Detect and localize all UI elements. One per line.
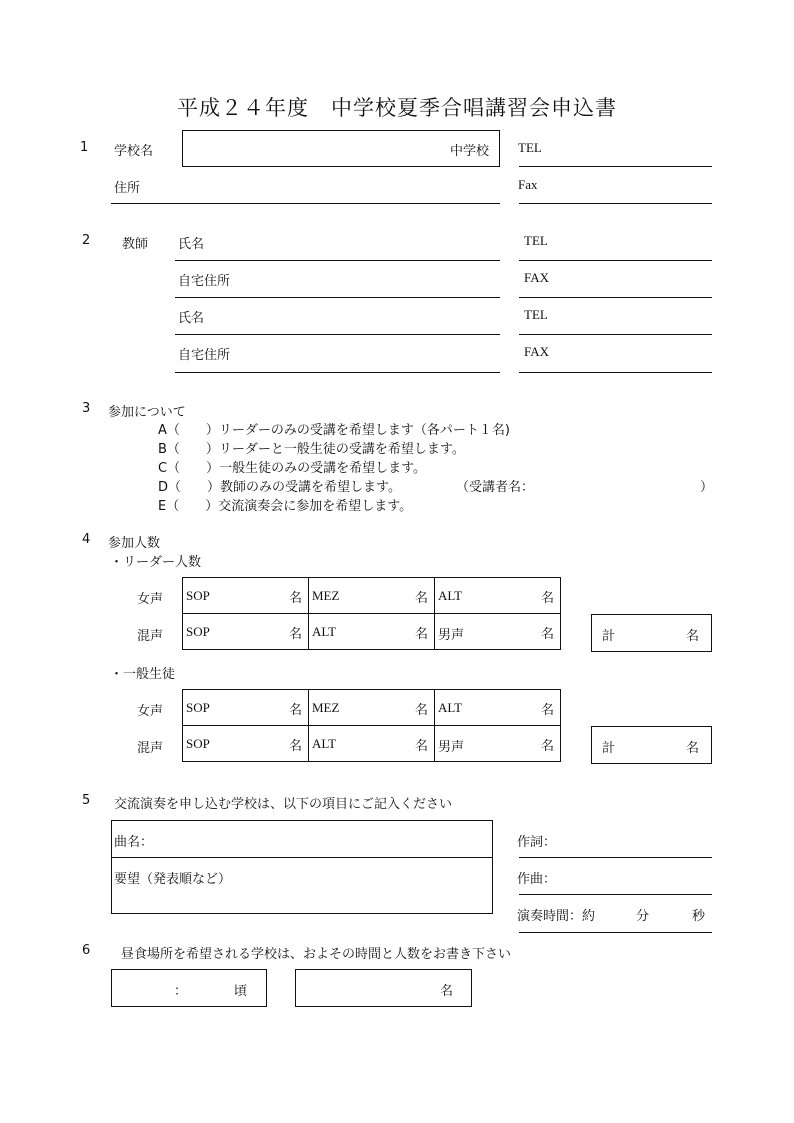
teacher1-address-label: 自宅住所 (178, 274, 231, 289)
school-name-field[interactable] (182, 130, 500, 167)
leader-mixed-alt-cell[interactable] (309, 614, 435, 650)
school-name-label: 学校名 (114, 144, 154, 159)
leader-count-table (182, 577, 561, 650)
option-b-text: リーダーと一般生徒の受講を希望します。 (218, 442, 465, 457)
general-mixed-male-cell[interactable] (435, 726, 561, 762)
unit-label: 名 (540, 739, 554, 754)
teacher1-fax-label: FAX (524, 270, 550, 285)
part-label: MEZ (312, 588, 340, 603)
seconds-label: 秒 (692, 909, 706, 924)
unit-label: 名 (540, 591, 554, 606)
leader-mixed-sop-cell[interactable] (183, 614, 309, 650)
part-label: MEZ (312, 700, 340, 715)
general-female-sop-cell[interactable] (183, 690, 309, 726)
duration-line[interactable] (519, 932, 712, 933)
lunch-time-colon: ： (174, 984, 188, 999)
headcount-label: 参加人数 (108, 536, 161, 551)
general-count-table (182, 689, 561, 762)
unit-label: 名 (288, 627, 302, 642)
option-b-checkbox[interactable]: B（ ） (158, 442, 219, 457)
attendee-name-close: ） (700, 480, 714, 495)
option-c-text: 一般生徒のみの受講を希望します。 (219, 461, 427, 476)
unit-label: 名 (414, 739, 428, 754)
unit-label: 名 (540, 627, 554, 642)
teacher1-tel-line[interactable] (519, 260, 712, 261)
general-mixed-alt-cell[interactable] (309, 726, 435, 762)
general-female-alt-cell[interactable] (435, 690, 561, 726)
composer-line[interactable] (519, 894, 712, 895)
part-label: ALT (312, 736, 337, 751)
leader-female-mez-cell[interactable] (309, 578, 435, 614)
section-4-number: 4 (82, 532, 91, 547)
participation-label: 参加について (108, 405, 186, 420)
teacher-label: 教師 (122, 237, 149, 252)
lunch-time-field[interactable] (111, 969, 267, 1007)
general-mixed-label: 混声 (137, 741, 164, 756)
teacher1-tel-label: TEL (524, 233, 548, 248)
section-2-number: 2 (82, 233, 91, 248)
request-label: 要望（発表順など） (114, 872, 232, 887)
school-tel-label: TEL (518, 140, 542, 155)
lunch-people-field[interactable] (295, 969, 472, 1007)
leader-female-alt-cell[interactable] (435, 578, 561, 614)
option-d[interactable] (158, 476, 401, 495)
unit-label: 名 (414, 591, 428, 606)
teacher1-fax-line[interactable] (519, 297, 712, 298)
teacher2-name-label: 氏名 (178, 311, 205, 326)
school-address-label: 住所 (114, 181, 141, 196)
section-3-number: 3 (82, 401, 91, 416)
leader-count-label: ・リーダー人数 (110, 555, 202, 570)
section-6-number: 6 (82, 943, 91, 958)
general-female-label: 女声 (137, 704, 164, 719)
lunch-label: 昼食場所を希望される学校は、およその時間と人数をお書き下さい (121, 947, 512, 962)
table-row (183, 726, 561, 762)
lyricist-label: 作詞： (517, 835, 557, 850)
part-label: SOP (186, 736, 210, 751)
unit-label: 名 (414, 627, 428, 642)
part-label: SOP (186, 588, 210, 603)
unit-label: 名 (288, 739, 302, 754)
unit-label: 名 (288, 591, 302, 606)
part-label: SOP (186, 624, 210, 639)
teacher2-fax-label: FAX (524, 344, 550, 359)
school-address-line[interactable] (111, 203, 500, 204)
part-label: ALT (438, 588, 463, 603)
teacher1-name-line[interactable] (175, 260, 500, 261)
teacher2-tel-label: TEL (524, 307, 548, 322)
leader-mixed-label: 混声 (137, 629, 164, 644)
option-a-checkbox[interactable]: A（ ） (158, 423, 219, 438)
option-e-checkbox[interactable]: E（ ） (158, 499, 219, 514)
performance-label: 交流演奏を申し込む学校は、以下の項目にご記入ください (114, 797, 453, 812)
table-row (183, 690, 561, 726)
general-mixed-sop-cell[interactable] (183, 726, 309, 762)
minutes-label: 分 (636, 909, 650, 924)
unit-label: 名 (540, 703, 554, 718)
option-b[interactable] (158, 438, 465, 457)
teacher2-fax-line[interactable] (519, 372, 712, 373)
unit-label: 名 (414, 703, 428, 718)
part-label: 男声 (438, 628, 465, 643)
table-row (183, 578, 561, 614)
option-d-checkbox[interactable]: D（ ） (158, 480, 221, 495)
part-label: SOP (186, 700, 210, 715)
part-label: ALT (312, 624, 337, 639)
general-total-unit: 名 (685, 741, 699, 756)
lyricist-line[interactable] (519, 857, 712, 858)
option-d-text: 教師のみの受講を希望します。 (220, 480, 401, 495)
duration-label: 演奏時間：約 (517, 909, 596, 924)
school-fax-line[interactable] (519, 203, 712, 204)
song-title-label: 曲名： (114, 835, 154, 850)
part-label: 男声 (438, 740, 465, 755)
option-e-text: 交流演奏会に参加を希望します。 (218, 499, 413, 514)
unit-label: 名 (288, 703, 302, 718)
option-c[interactable] (158, 457, 426, 476)
song-title-field[interactable] (111, 820, 493, 858)
school-suffix: 中学校 (449, 144, 489, 159)
school-tel-line[interactable] (519, 166, 712, 167)
request-field[interactable] (111, 857, 493, 914)
leader-female-sop-cell[interactable] (183, 578, 309, 614)
general-total-label: 計 (602, 741, 616, 756)
table-row (183, 614, 561, 650)
leader-female-label: 女声 (137, 592, 164, 607)
option-a[interactable] (158, 419, 510, 438)
lunch-people-suffix: 名 (439, 984, 453, 999)
form-title: 平成２４年度 中学校夏季合唱講習会申込書 (177, 96, 617, 120)
leader-total-unit: 名 (685, 629, 699, 644)
section-1-number: 1 (80, 140, 89, 155)
school-fax-label: Fax (518, 177, 538, 192)
option-e[interactable] (158, 495, 412, 514)
attendee-name-label: （受講者名： (456, 480, 535, 495)
leader-total-label: 計 (602, 629, 616, 644)
teacher1-address-line[interactable] (175, 297, 500, 298)
general-female-mez-cell[interactable] (309, 690, 435, 726)
leader-mixed-male-cell[interactable] (435, 614, 561, 650)
leader-total-field[interactable] (591, 614, 712, 652)
teacher2-tel-line[interactable] (519, 334, 712, 335)
option-a-text: リーダーのみの受講を希望します（各パート１名) (218, 423, 510, 438)
option-c-checkbox[interactable]: C（ ） (158, 461, 220, 476)
composer-label: 作曲： (517, 872, 557, 887)
section-5-number: 5 (82, 793, 91, 808)
general-students-label: ・一般生徒 (110, 667, 176, 682)
teacher2-address-label: 自宅住所 (178, 348, 231, 363)
lunch-time-suffix: 頃 (234, 984, 248, 999)
teacher2-address-line[interactable] (175, 372, 500, 373)
teacher1-name-label: 氏名 (178, 237, 205, 252)
general-total-field[interactable] (591, 726, 712, 764)
part-label: ALT (438, 700, 463, 715)
teacher2-name-line[interactable] (175, 334, 500, 335)
